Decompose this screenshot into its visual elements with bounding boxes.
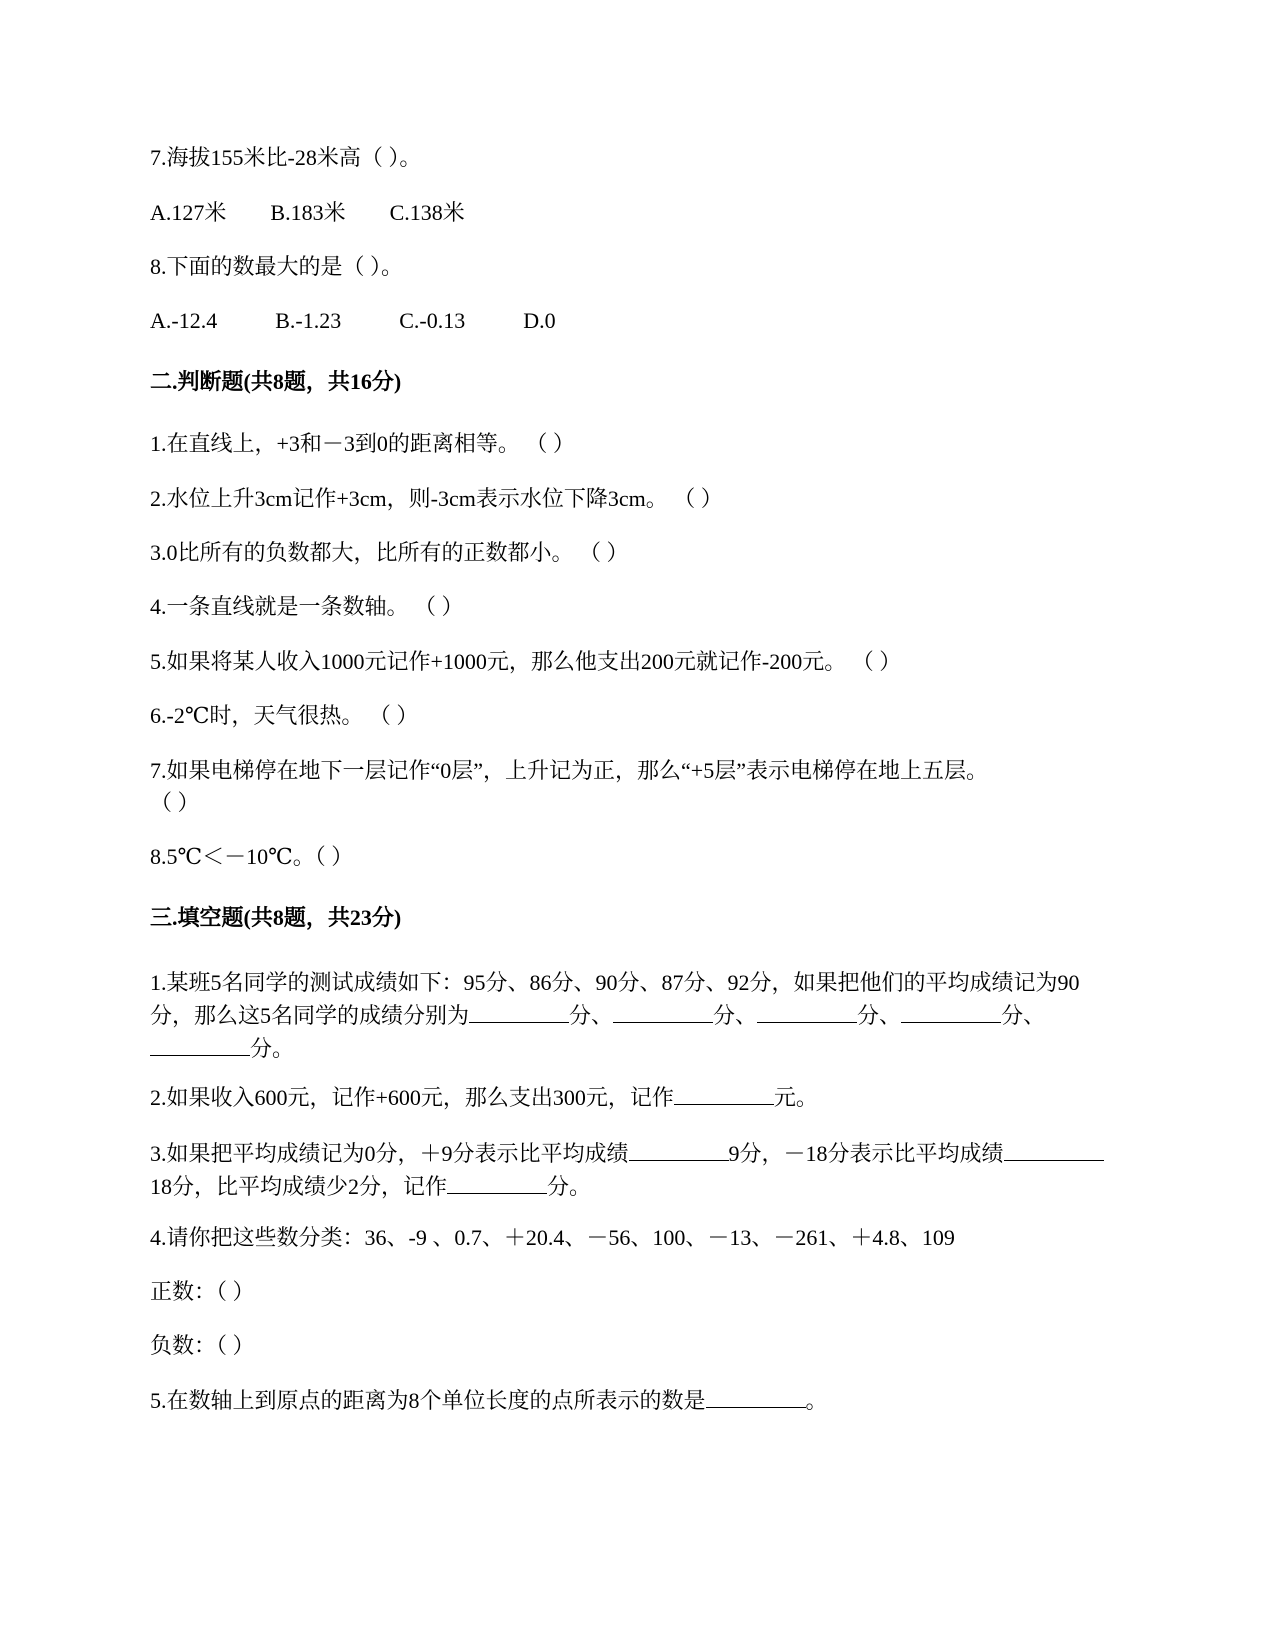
option-b: B.-1.23 [275, 308, 342, 333]
mc-question-7 [150, 142, 421, 174]
fill-question-5-text: 5.在数轴上到原点的距离为8个单位长度的点所表示的数是 [150, 1388, 706, 1413]
option-b: B.183米 [270, 200, 346, 225]
unit-text: 分、 [1001, 1003, 1046, 1028]
fill-question-3-text-b: 9分，－18分表示比平均成绩 [728, 1141, 1004, 1166]
unit-text: 分、 [713, 1003, 758, 1028]
judge-item-2: 2.水位上升3cm记作+3cm，则-3cm表示水位下降3cm。 （ ） [150, 486, 723, 511]
option-a: A.-12.4 [150, 308, 218, 333]
answer-blank[interactable] [757, 1002, 857, 1023]
section-heading-judge: 二.判断题(共8题，共16分) [150, 369, 402, 394]
section-heading-fill: 三.填空题(共8题，共23分) [150, 905, 402, 930]
judge-item-7: 7.如果电梯停在地下一层记作“0层”，上升记为正，那么“+5层”表示电梯停在地上五层。 [150, 758, 988, 783]
judge-item-8: 8.5℃＜－10℃。（ ） [150, 844, 354, 869]
answer-blank[interactable] [706, 1387, 806, 1408]
unit-text: 分、 [569, 1003, 614, 1028]
mc-question-7-options [150, 197, 465, 229]
mc-question-7-stem: 7.海拔155米比-28米高（ ）。 [150, 145, 422, 170]
answer-blank[interactable] [901, 1002, 1001, 1023]
judge-item-6: 6.-2℃时，天气很热。 （ ） [150, 703, 419, 728]
unit-text: 分、 [857, 1003, 902, 1028]
judge-item-7-paren: （ ） [150, 790, 200, 815]
judge-item-5: 5.如果将某人收入1000元记作+1000元，那么他支出200元就记作-200元。 （ ） [150, 649, 902, 674]
fill-question-1 [150, 966, 1110, 1065]
positive-numbers-answer[interactable]: 正数：（ ） [150, 1279, 255, 1304]
unit-text: 分。 [547, 1174, 592, 1199]
unit-text: 分。 [250, 1036, 295, 1061]
answer-blank[interactable] [1004, 1140, 1104, 1161]
answer-blank[interactable] [469, 1002, 569, 1023]
fill-question-5 [150, 1385, 828, 1417]
fill-question-2 [150, 1082, 818, 1114]
option-c: C.-0.13 [399, 308, 466, 333]
answer-blank[interactable] [150, 1035, 250, 1056]
judge-item-4: 4.一条直线就是一条数轴。 （ ） [150, 594, 464, 619]
unit-text: 元。 [773, 1085, 818, 1110]
option-d: D.0 [523, 308, 556, 333]
option-a: A.127米 [150, 200, 227, 225]
answer-blank[interactable] [629, 1140, 729, 1161]
mc-question-8 [150, 251, 403, 283]
answer-blank[interactable] [447, 1173, 547, 1194]
answer-blank[interactable] [674, 1084, 774, 1105]
mc-question-8-options [150, 305, 556, 337]
fill-question-3-text: 3.如果把平均成绩记为0分，＋9分表示比平均成绩 [150, 1141, 629, 1166]
mc-question-8-stem: 8.下面的数最大的是（ ）。 [150, 254, 404, 279]
fill-question-3 [150, 1137, 1110, 1203]
answer-blank[interactable] [613, 1002, 713, 1023]
end-punct: 。 [805, 1388, 828, 1413]
judge-item-1: 1.在直线上，+3和－3到0的距离相等。 （ ） [150, 431, 575, 456]
fill-question-4: 4.请你把这些数分类：36、-9 、0.7、＋20.4、－56、100、－13、－261、＋4.8、109 [150, 1225, 955, 1250]
fill-question-2-text: 2.如果收入600元，记作+600元，那么支出300元，记作 [150, 1085, 674, 1110]
fill-question-1-text: 1.某班5名同学的测试成绩如下：95分、86分、90分、87分、92分，如果把他们的平均成绩记为90分，那么这5名同学的成绩分别为 [150, 970, 1080, 1028]
option-c: C.138米 [389, 200, 465, 225]
fill-question-3-text-c: 18分，比平均成绩少2分，记作 [150, 1174, 448, 1199]
judge-item-3: 3.0比所有的负数都大，比所有的正数都小。 （ ） [150, 540, 629, 565]
negative-numbers-answer[interactable]: 负数：（ ） [150, 1333, 255, 1358]
